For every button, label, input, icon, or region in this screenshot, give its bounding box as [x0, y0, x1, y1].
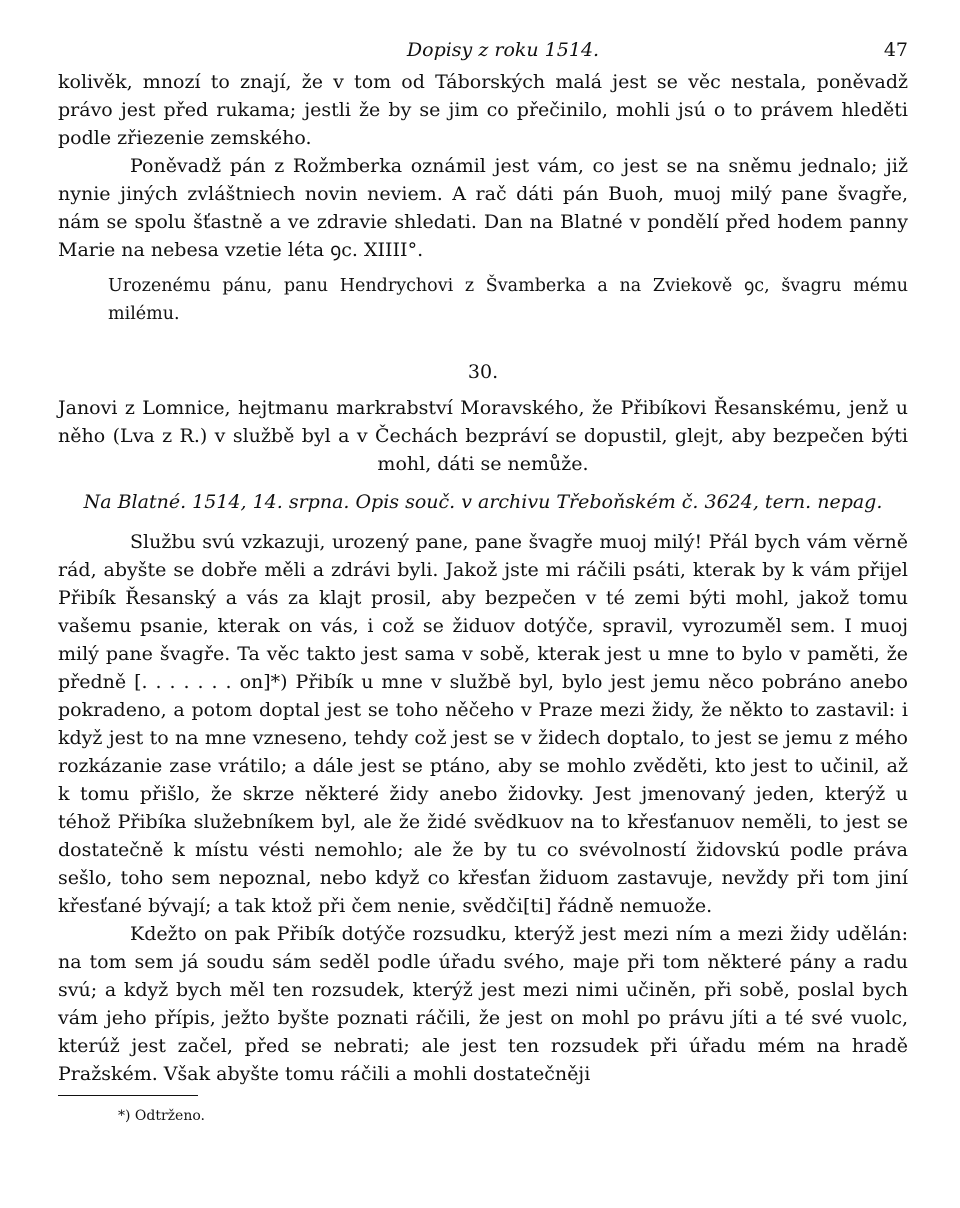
footnote: *) Odtrženo.: [118, 1108, 205, 1124]
page-number: 47: [883, 39, 908, 61]
letter-body-paragraph-2: Kdežto on pak Přibík dotýče rozsudku, kterýž jest mezi ním a mezi židy udělán: na tom sem já soudu sám seděl podle úřadu svého, maje při tom některé pány a radu svú; a když bych měl ten rozsudek, kterýž jest mezi nimi učiněn, při sobě, poslal bych vám jeho přípis, ježto byšte poznati ráčili, že jest on mohl po právu jíti a té své vuolc, kterúž jest začel, před se nebrati; ale jest ten rozsudek při úřadu mém na hradě Pražském. Však abyšte tomu ráčili a mohli dostatečněji: [58, 923, 908, 1085]
running-title: Dopisy z roku 1514.: [406, 39, 600, 61]
letter-address: Urozenému pánu, panu Hendrychovi z Švamberka a na Zviekově ꝯc, švagru mému milému.: [108, 276, 908, 324]
footnote-rule: [58, 1095, 198, 1096]
document-source-note: Na Blatné. 1514, 14. srpna. Opis souč. v archivu Třeboňském č. 3624, tern. nepag.: [83, 491, 883, 513]
running-head: [58, 36, 908, 68]
paragraph-closing: Poněvadž pán z Rožmberka oznámil jest vám, co jest se na sněmu jednalo; již nynie jiných zvláštniech novin neviem. A rač dáti pán Buoh, muoj milý pane švagře, nám se spolu šťastně a ve zdravie shledati. Dan na Blatné v pondělí před hodem panny Marie na nebesa vzetie léta ꝯc. XIIII°.: [58, 155, 908, 261]
document-heading: Janovi z Lomnice, hejtmanu markrabství Moravského, že Přibíkovi Řesanskému, jenž u něho (Lva z R.) v službě byl a v Čechách bezpráví se dopustil, glejt, aby bezpečen býti mohl, dáti se nemůže.: [58, 397, 908, 475]
paragraph-continuation: kolivěk, mnozí to znají, že v tom od Táborských malá jest se věc nestala, poněvadž právo jest před rukama; jestli že by se jim co přečinilo, mohli jsú o to právem hleděti podle zřiezenie zemského.: [58, 71, 908, 149]
document-number: 30.: [467, 361, 499, 383]
letter-body-paragraph: Službu svú vzkazuji, urozený pane, pane švagře muoj milý! Přál bych vám věrně rád, abyšte se dobře měli a zdrávi byli. Jakož jste mi ráčili psáti, kterak by k vám přijel Přibík Řesanský a vás za klajt prosil, aby bezpečen v té zemi býti mohl, jakož tomu vašemu psanie, kterak on vás, i což se židuov dotýče, spravil, vyrozuměl sem. I muoj milý pane švagře. Ta věc takto jest sama v sobě, kterak jest u mne to bylo v paměti, že předně [. . . . . . . on]*) Přibík u mne v službě byl, bylo jest jemu něco pobráno anebo pokradeno, a potom doptal jest se toho něčeho v Praze mezi židy, že někto to zastavil: i když jest to na mne vzneseno, tehdy což jest se v židech doptalo, to jest se jemu z mého rozkázanie zase vrátilo; a dále jest se ptáno, aby se mohlo zvěděti, kto jest to učinil, až k tomu přišlo, že skrze některé židy anebo židovky. Jest jmenovaný jeden, kterýž u téhož Přibíka služebníkem byl, ale že židé svědkuov na to křesťanuov neměli, to jest se dostatečně k místu vésti nemohlo; ale že by tu co svévolností židovskú podle práva sešlo, toho sem nepoznal, nebo když co křesťan židuom zastavuje, nevždy při tom jiní křesťané bývají; a tak ktož při čem nenie, svědči[ti] řádně nemuože.: [58, 531, 908, 917]
